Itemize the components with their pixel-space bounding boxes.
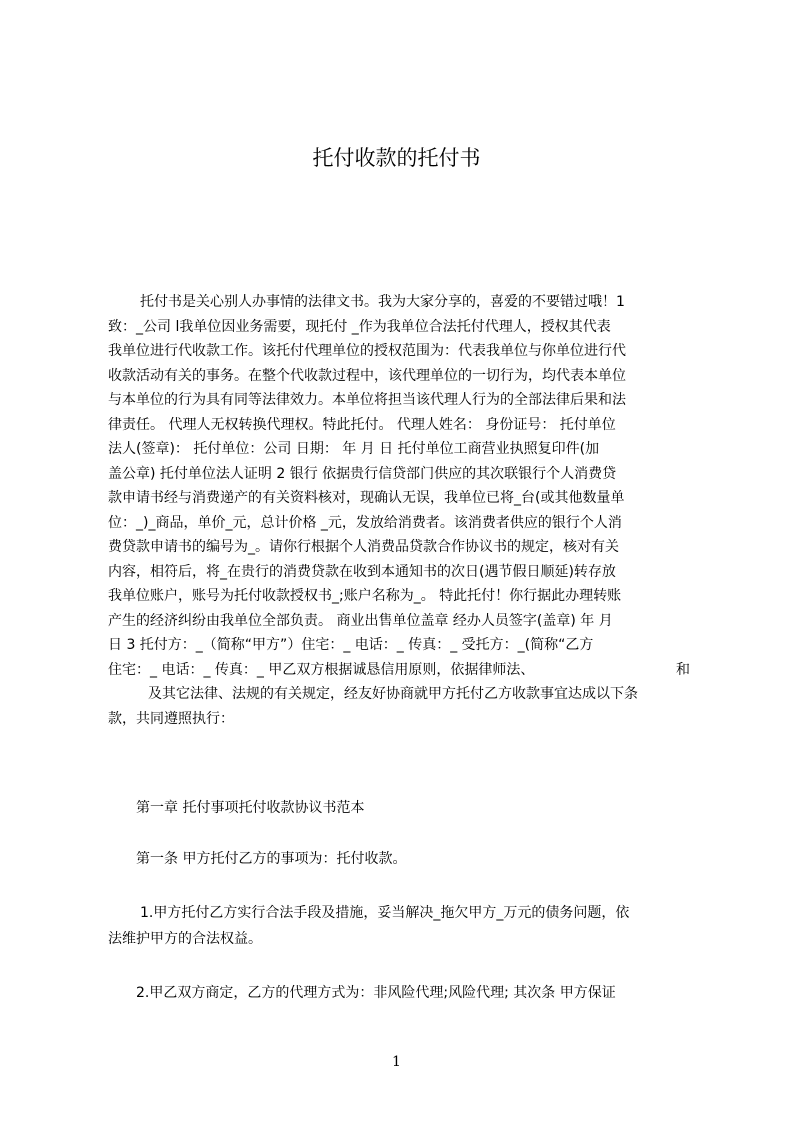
intro-line-text: 住宅：_ 电话：_ 传真：_ 甲乙双方根据诚恳信用原则，依据律师法、 [108, 661, 535, 678]
intro-line: 致：_公司 l我单位因业务需要，现托付 _作为我单位合法托付代理人，授权其代表 [108, 318, 611, 335]
intro-line: 及其它法律、法规的有关规定，经友好协商就甲方托付乙方收款事宜达成以下条 [148, 686, 638, 702]
clause-item-1-line: 法维护甲方的合法权益。 [108, 931, 262, 947]
clause-item-2-line: 2.甲乙双方商定，乙方的代理方式为：非风险代理;风险代理; 其次条 甲方保证 [136, 985, 616, 1001]
clause-item-2 [108, 980, 698, 1006]
intro-line: 内容，相符后，将_在贵行的消费贷款在收到本通知书的次日(遇节假日顺延)转存放 [108, 563, 616, 580]
intro-line: 费贷款申请书的编号为_。请你行根据个人消费品贷款合作协议书的规定，核对有关 [108, 539, 619, 555]
intro-line: 我单位进行代收款工作。该托付代理单位的授权范围为：代表我单位与你单位进行代 [108, 343, 626, 359]
intro-line: 我单位账户，账号为托付收款授权书_;账户名称为_。 特此托付！你行据此办理转账 [108, 588, 622, 604]
intro-line: 款申请书经与消费递产的有关资料核对，现确认无误，我单位已将_台(或其他数量单 [108, 490, 625, 506]
intro-line: 盖公章) 托付单位法人证明 2 银行 依据贵行信贷部门供应的其次联银行个人消费贷 [108, 465, 617, 482]
intro-line: 法人(签章)： 托付单位：公司 日期： 年 月 日 托付单位工商营业执照复印件(加 [108, 441, 600, 457]
chapter-heading-text: 第一章 托付事项托付收款协议书范本 [136, 800, 365, 816]
intro-line-tail-word: 和 [676, 661, 690, 678]
intro-line: 律责任。 代理人无权转换代理权。特此托付。 代理人姓名： 身份证号： 托付单位 [108, 416, 616, 433]
intro-line: 位：_)_商品，单价_元，总计价格 _元，发放给消费者。该消费者供应的银行个人消 [108, 514, 622, 531]
intro-line: 托付书是关心别人办事情的法律文书。我为大家分享的，喜爱的不要错过哦！1 [140, 294, 625, 310]
page-number: 1 [392, 1054, 401, 1070]
chapter-heading [108, 795, 698, 821]
intro-line: 款，共同遵照执行： [108, 710, 234, 727]
intro-line: 与本单位的行为具有同等法律效力。本单位将担当该代理人行为的全部法律后果和法 [108, 392, 626, 408]
document-title: 托付收款的托付书 [312, 146, 481, 170]
article-one-text: 第一条 甲方托付乙方的事项为：托付收款。 [136, 851, 407, 867]
intro-line-with-gap [108, 658, 698, 683]
clause-item-1-line: 1.甲方托付乙方实行合法手段及措施，妥当解决_拖欠甲方_万元的债务问题，依 [140, 905, 630, 921]
article-one [108, 846, 698, 872]
intro-line: 收款活动有关的事务。在整个代收款过程中，该代理单位的一切行为，均代表本单位 [108, 367, 626, 384]
clause-item-1 [108, 900, 698, 952]
intro-line: 日 3 托付方：_（简称“甲方”）住宅：_ 电话：_ 传真：_ 受托方：_(简称“乙方 [108, 637, 594, 653]
intro-paragraph [108, 290, 698, 770]
intro-line: 产生的经济纠纷由我单位全部负责。 商业出售单位盖章 经办人员签字(盖章) 年 月 [108, 612, 613, 629]
